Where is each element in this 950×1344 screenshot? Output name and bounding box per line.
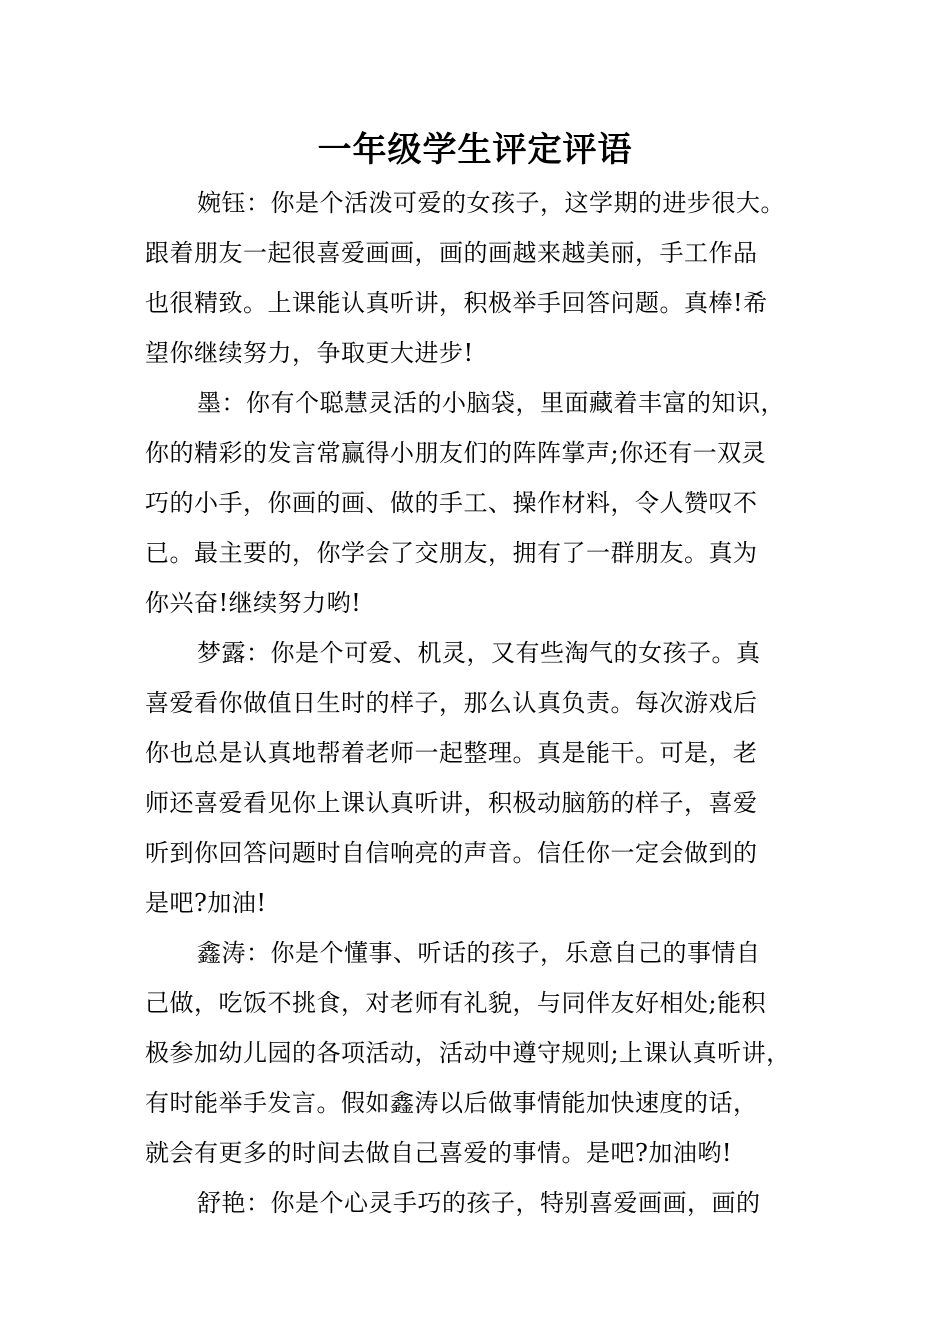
paragraph-line: 也很精致。上课能认真听讲，积极举手回答问题。真棒!希 — [145, 289, 768, 317]
paragraph-line: 巧的小手，你画的画、做的手工、操作材料，令人赞叹不 — [145, 489, 758, 517]
paragraph-line: 师还喜爱看见你上课认真听讲，积极动脑筋的样子，喜爱 — [145, 789, 758, 817]
paragraph-line: 你兴奋!继续努力哟! — [145, 589, 362, 617]
paragraph-line: 鑫涛：你是个懂事、听话的孩子，乐意自己的事情自 — [197, 939, 761, 967]
paragraph-line: 望你继续努力，争取更大进步! — [145, 339, 474, 367]
paragraph-line: 你的精彩的发言常赢得小朋友们的阵阵掌声;你还有一双灵 — [145, 439, 767, 467]
paragraph-wanyu — [145, 178, 835, 378]
document-body — [145, 178, 835, 1228]
paragraph-line: 婉钰：你是个活泼可爱的女孩子，这学期的进步很大。 — [197, 189, 785, 217]
paragraph-line: 跟着朋友一起很喜爱画画，画的画越来越美丽，手工作品 — [145, 239, 758, 267]
paragraph-menglu — [145, 628, 835, 928]
document-title: 一年级学生评定评语 — [317, 130, 633, 170]
paragraph-line: 极参加幼儿园的各项活动，活动中遵守规则;上课认真听讲， — [145, 1039, 791, 1067]
paragraph-line: 舒艳：你是个心灵手巧的孩子，特别喜爱画画，画的 — [197, 1189, 761, 1217]
paragraph-line: 就会有更多的时间去做自己喜爱的事情。是吧?加油哟! — [145, 1139, 733, 1167]
paragraph-line: 你也总是认真地帮着老师一起整理。真是能干。可是，老 — [145, 739, 758, 767]
paragraph-line: 己做，吃饭不挑食，对老师有礼貌，与同伴友好相处;能积 — [145, 989, 767, 1017]
paragraph-line: 是吧?加油! — [145, 889, 267, 917]
paragraph-line: 有时能举手发言。假如鑫涛以后做事情能加快速度的话， — [145, 1089, 758, 1117]
paragraph-line: 喜爱看你做值日生时的样子，那么认真负责。每次游戏后 — [145, 689, 758, 717]
paragraph-shuyan — [145, 1178, 835, 1228]
paragraph-xintao — [145, 928, 835, 1178]
paragraph-mo — [145, 378, 835, 628]
paragraph-line: 墨：你有个聪慧灵活的小脑袋，里面藏着丰富的知识， — [197, 389, 785, 417]
paragraph-line: 听到你回答问题时自信响亮的声音。信任你一定会做到的 — [145, 839, 758, 867]
paragraph-line: 已。最主要的，你学会了交朋友，拥有了一群朋友。真为 — [145, 539, 758, 567]
paragraph-line: 梦露：你是个可爱、机灵，又有些淘气的女孩子。真 — [197, 639, 761, 667]
